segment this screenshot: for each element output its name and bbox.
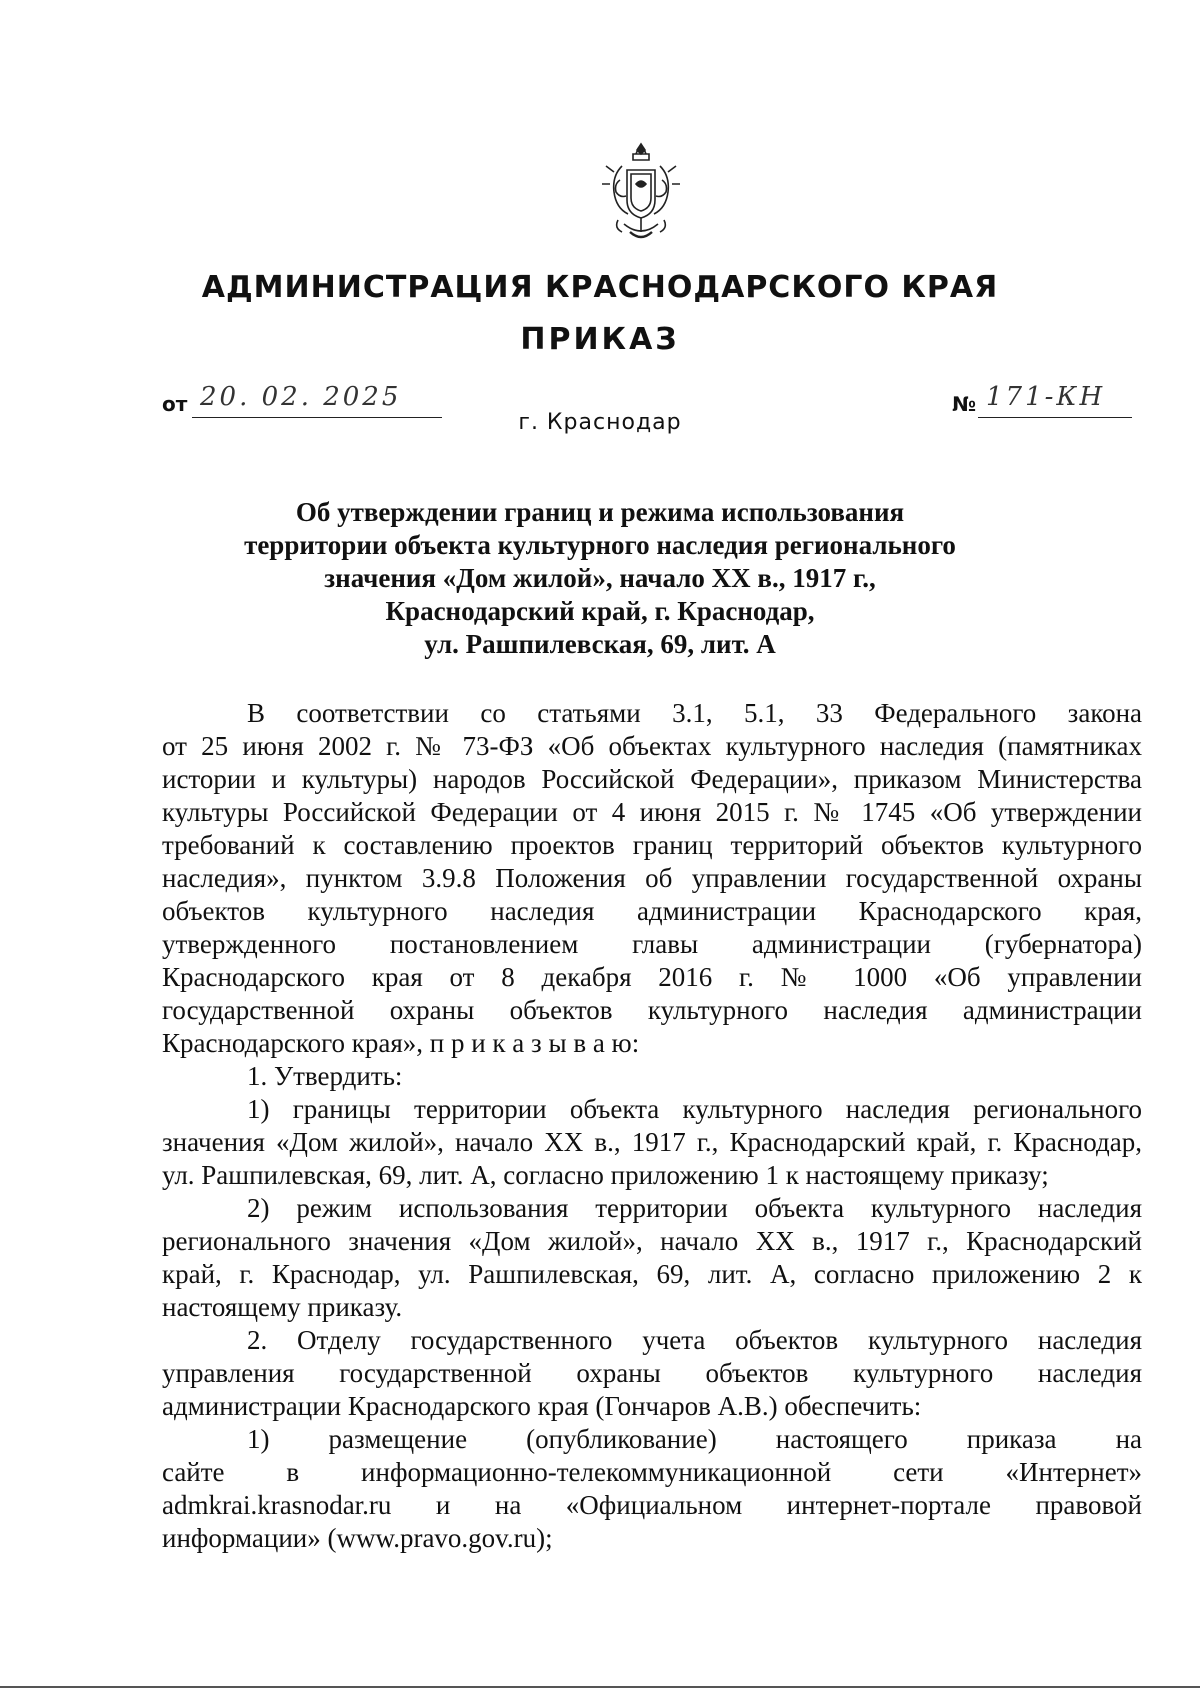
body-line: значения «Дом жилой», начало XX в., 1917 г., Краснодарский край, г. Краснодар,: [162, 1127, 1142, 1157]
body-line: сайте в информационно-телекоммуникационной сети «Интернет»: [162, 1457, 1142, 1487]
body-line: 2. Отделу государственного учета объектов культурного наследия: [247, 1325, 1142, 1355]
body-line: край, г. Краснодар, ул. Рашпилевская, 69, лит. А, согласно приложению 2 к: [162, 1259, 1142, 1289]
body-line: управления государственной охраны объектов культурного наследия: [162, 1358, 1142, 1388]
body-line: 1) границы территории объекта культурного наследия регионального: [247, 1094, 1142, 1124]
body-line: наследия», пунктом 3.9.8 Положения об управлении государственной охраны: [162, 863, 1142, 893]
body-line: настоящему приказу.: [162, 1292, 403, 1322]
body-line: Краснодарского края от 8 декабря 2016 г. № 1000 «Об управлении: [162, 962, 1142, 992]
document-body: [162, 697, 1142, 1555]
heading-line: значения «Дом жилой», начало XX в., 1917 г.,: [324, 563, 876, 593]
body-line: истории и культуры) народов Российской Федерации», приказом Министерства: [162, 764, 1142, 794]
heading-line: Краснодарский край, г. Краснодар,: [385, 596, 815, 626]
number-label: №: [952, 392, 977, 416]
body-line: Краснодарского края», п р и к а з ы в а ю:: [162, 1028, 640, 1058]
body-line: требований к составлению проектов границ территорий объектов культурного: [162, 830, 1142, 860]
body-line: регионального значения «Дом жилой», начало XX в., 1917 г., Краснодарский: [162, 1226, 1142, 1256]
body-line: В соответствии со статьями 3.1, 5.1, 33 Федерального закона: [247, 698, 1142, 728]
body-line: ул. Рашпилевская, 69, лит. А, согласно приложению 1 к настоящему приказу;: [162, 1160, 1049, 1190]
body-line: культуры Российской Федерации от 4 июня 2015 г. № 1745 «Об утверждении: [162, 797, 1142, 827]
handwritten-number: 171-КН: [986, 382, 1106, 412]
body-line: 1. Утвердить:: [247, 1061, 403, 1091]
body-line: 1) размещение (опубликование) настоящего приказа на: [247, 1424, 1142, 1454]
body-line: 2) режим использования территории объекта культурного наследия: [247, 1193, 1142, 1223]
body-line: утвержденного постановлением главы администрации (губернатора): [162, 929, 1142, 959]
body-line: информации» (www.pravo.gov.ru);: [162, 1523, 553, 1553]
body-line: admkrai.krasnodar.ru и на «Официальном интернет-портале правовой: [162, 1490, 1142, 1520]
heading-line: Об утверждении границ и режима использования: [295, 497, 905, 527]
body-line: от 25 июня 2002 г. № 73-ФЗ «Об объектах культурного наследия (памятниках: [162, 731, 1142, 761]
city-line: г. Краснодар: [518, 410, 682, 435]
document-type: ПРИКАЗ: [520, 322, 680, 357]
handwritten-date: 20. 02. 2025: [200, 382, 402, 412]
coat-of-arms-emblem: [600, 140, 682, 250]
organization-title: АДМИНИСТРАЦИЯ КРАСНОДАРСКОГО КРАЯ: [201, 270, 999, 305]
heading-line: территории объекта культурного наследия регионального: [244, 530, 956, 560]
document-heading: [180, 496, 1020, 661]
body-line: администрации Краснодарского края (Гончаров А.В.) обеспечить:: [162, 1391, 922, 1421]
heading-line: ул. Рашпилевская, 69, лит. А: [424, 629, 776, 659]
page-bottom-rule: [0, 1686, 1200, 1688]
body-line: государственной охраны объектов культурного наследия администрации: [162, 995, 1142, 1025]
date-label: от: [162, 392, 188, 416]
body-line: объектов культурного наследия администрации Краснодарского края,: [162, 896, 1142, 926]
